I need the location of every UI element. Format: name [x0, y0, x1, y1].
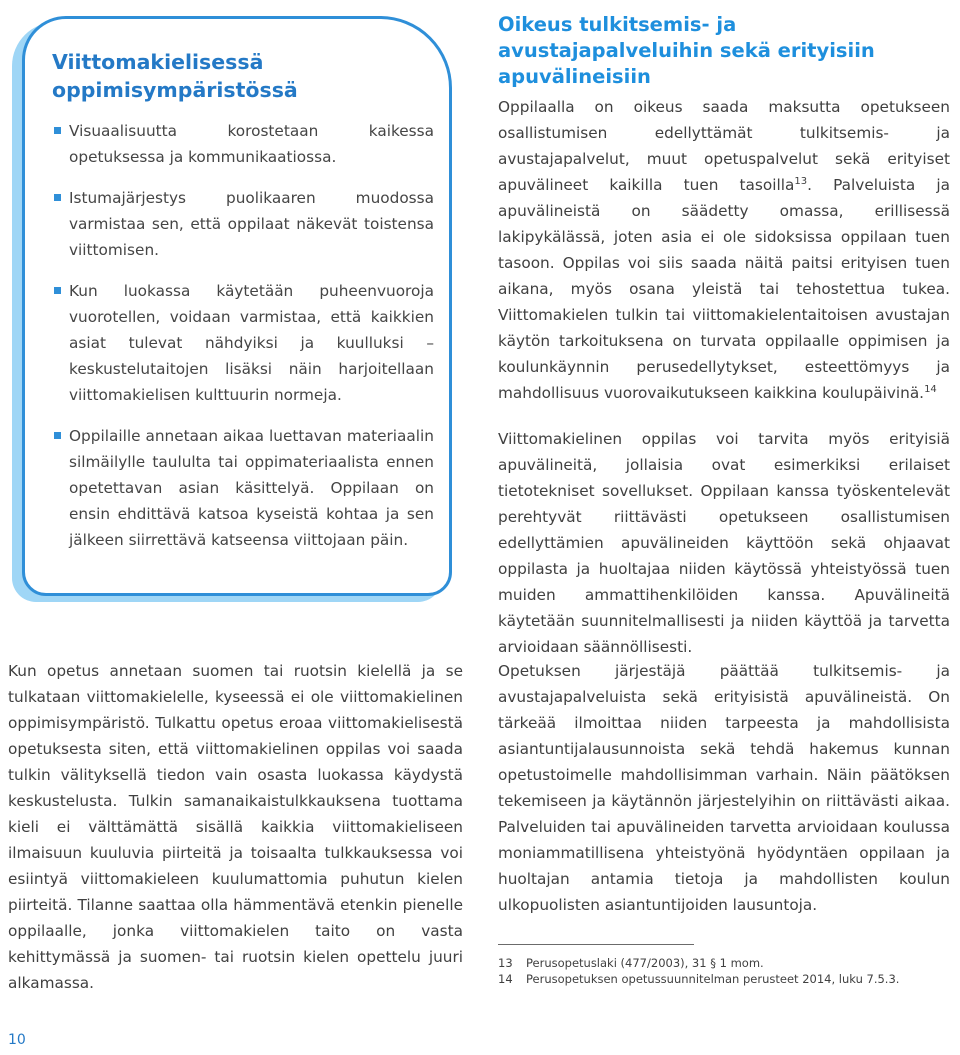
page-number: 10: [8, 1032, 26, 1048]
bullet-item: Kun luokassa käytetään puheenvuoroja vuorotellen, voidaan varmistaa, että kaikkien asiat tulevat nähdyiksi ja kuulluksi – keskustelutaitojen lisäksi näin harjoitellaan viittomakielisen kulttuurin normeja.: [54, 278, 434, 408]
bullet-item: Oppilaille annetaan aikaa luettavan materiaalin silmäilylle taululta tai oppimateriaalista ennen opetettavan asian käsittelyä. Oppilaan on ensin ehdittävä katsoa kyseistä kohtaa ja sen jälkeen siirrettävä katseensa viittojaan päin.: [54, 423, 434, 553]
right-paragraph-3: Opetuksen järjestäjä päättää tulkitsemis- ja avustajapalveluista sekä erityisistä apuvälineistä. On tärkeää ilmoittaa niiden tarpeesta ja mahdollisista asiantuntijalausunnoista sekä tehdä hakemus kunnan opetustoimelle mahdollisimman varhain. Näin päätöksen tekemiseen ja käytännön järjestelyihin on riittävästi aikaa. Palveluiden tai apuvälineiden tarvetta arvioidaan koulussa moniammatillisena yhteistyönä hyödyntäen oppilaan ja huoltajan antamia tietoja ja mahdollisten koulun ulkopuolisten asiantuntijoiden lausuntoja.: [498, 662, 950, 914]
footnote-ref-14: 14: [924, 383, 937, 395]
right-paragraph-2: Viittomakielinen oppilas voi tarvita myös erityisiä apuvälineitä, jollaisia ovat esimerkiksi erilaiset tietotekniset sovellukset. Oppilaan kanssa työskentelevät perehtyvät riittävästi opetukseen osallistumisen edellyttämien apuvälineiden käyttöön sekä ohjaavat oppilasta ja huoltajaa niiden käytössä yhteistyössä tuen muiden ammattihenkilöiden kanssa. Apuvälineitä käytetään suunnitelmallisesti ja niiden käyttöä ja tarvetta arvioidaan säännöllisesti.: [498, 430, 950, 656]
box-title: Viittomakielisessä oppimisympäristössä: [52, 50, 298, 102]
left-paragraph: Kun opetus annetaan suomen tai ruotsin kielellä ja se tulkataan viittomakielelle, kyseessä ei ole viittomakielinen oppimisympäristö. Tulkattu opetus eroaa viittomakielisestä opetuksesta siten, että viittomakielinen oppilas voi saada tulkin välityksellä tiedon vain osasta luokassa käydystä keskustelusta. Tulkin samanaikaistulkkauksena tuottama kieli ei välttämättä sisällä kaikkia viittomakieliseen ilmaisuun kuuluvia piirteitä ja toisaalta tulkkauksessa voi esiintyä viittomakieleen kuulumattomia puhutun kielen piirteitä. Tilanne saattaa olla hämmentävä etenkin pienelle oppilaalle, jonka viittomakielen taito on vasta kehittymässä ja suomen- tai ruotsin kielen opettelu juuri alkamassa.: [8, 662, 463, 992]
box-bullet-list: [54, 118, 434, 568]
bullet-item: Istumajärjestys puolikaaren muodossa varmistaa sen, että oppilaat näkevät toistensa viittomisen.: [54, 185, 434, 263]
square-bullet-icon: [54, 287, 61, 294]
footnote-divider: [498, 944, 694, 945]
square-bullet-icon: [54, 432, 61, 439]
footnote-14: 14 Perusopetuksen opetussuunnitelman perusteet 2014, luku 7.5.3.: [498, 972, 900, 986]
square-bullet-icon: [54, 194, 61, 201]
footnote-ref-13: 13: [794, 175, 808, 187]
section-title: Oikeus tulkitsemis- ja avustajapalveluihin sekä erityisiin apuvälineisiin: [498, 13, 875, 88]
right-paragraph-1: Oppilaalla on oikeus saada maksutta opetukseen osallistumisen edellyttämät tulkitsemis- ja avustajapalvelut, muut opetuspalvelut sekä erityiset apuvälineet kaikilla tuen tasoilla$^{13}$. Palveluista ja apuvälineistä on säädetty omassa, erillisessä lakipykälässä, joten asia ei ole sidoksissa oppilaan tuen tasoon. Oppilas voi siis saada näitä paitsi erityisen tuen aikana, myös osana yleistä tai tehostettua tukea. Viittomakielen tulkin tai viittomakielentaitoisen avustajan käytön tarkoituksena on turvata oppilaalle oppimisen ja koulunkäynnin perusedellytykset, esteettömyys ja mahdollisuus vuorovaikutukseen kaikkina koulupäivinä.$^{14}$: [498, 98, 950, 402]
bullet-item: Visuaalisuutta korostetaan kaikessa opetuksessa ja kommunikaatiossa.: [54, 118, 434, 170]
footnote-13: 13 Perusopetuslaki (477/2003), 31 § 1 mom.: [498, 956, 764, 970]
square-bullet-icon: [54, 127, 61, 134]
